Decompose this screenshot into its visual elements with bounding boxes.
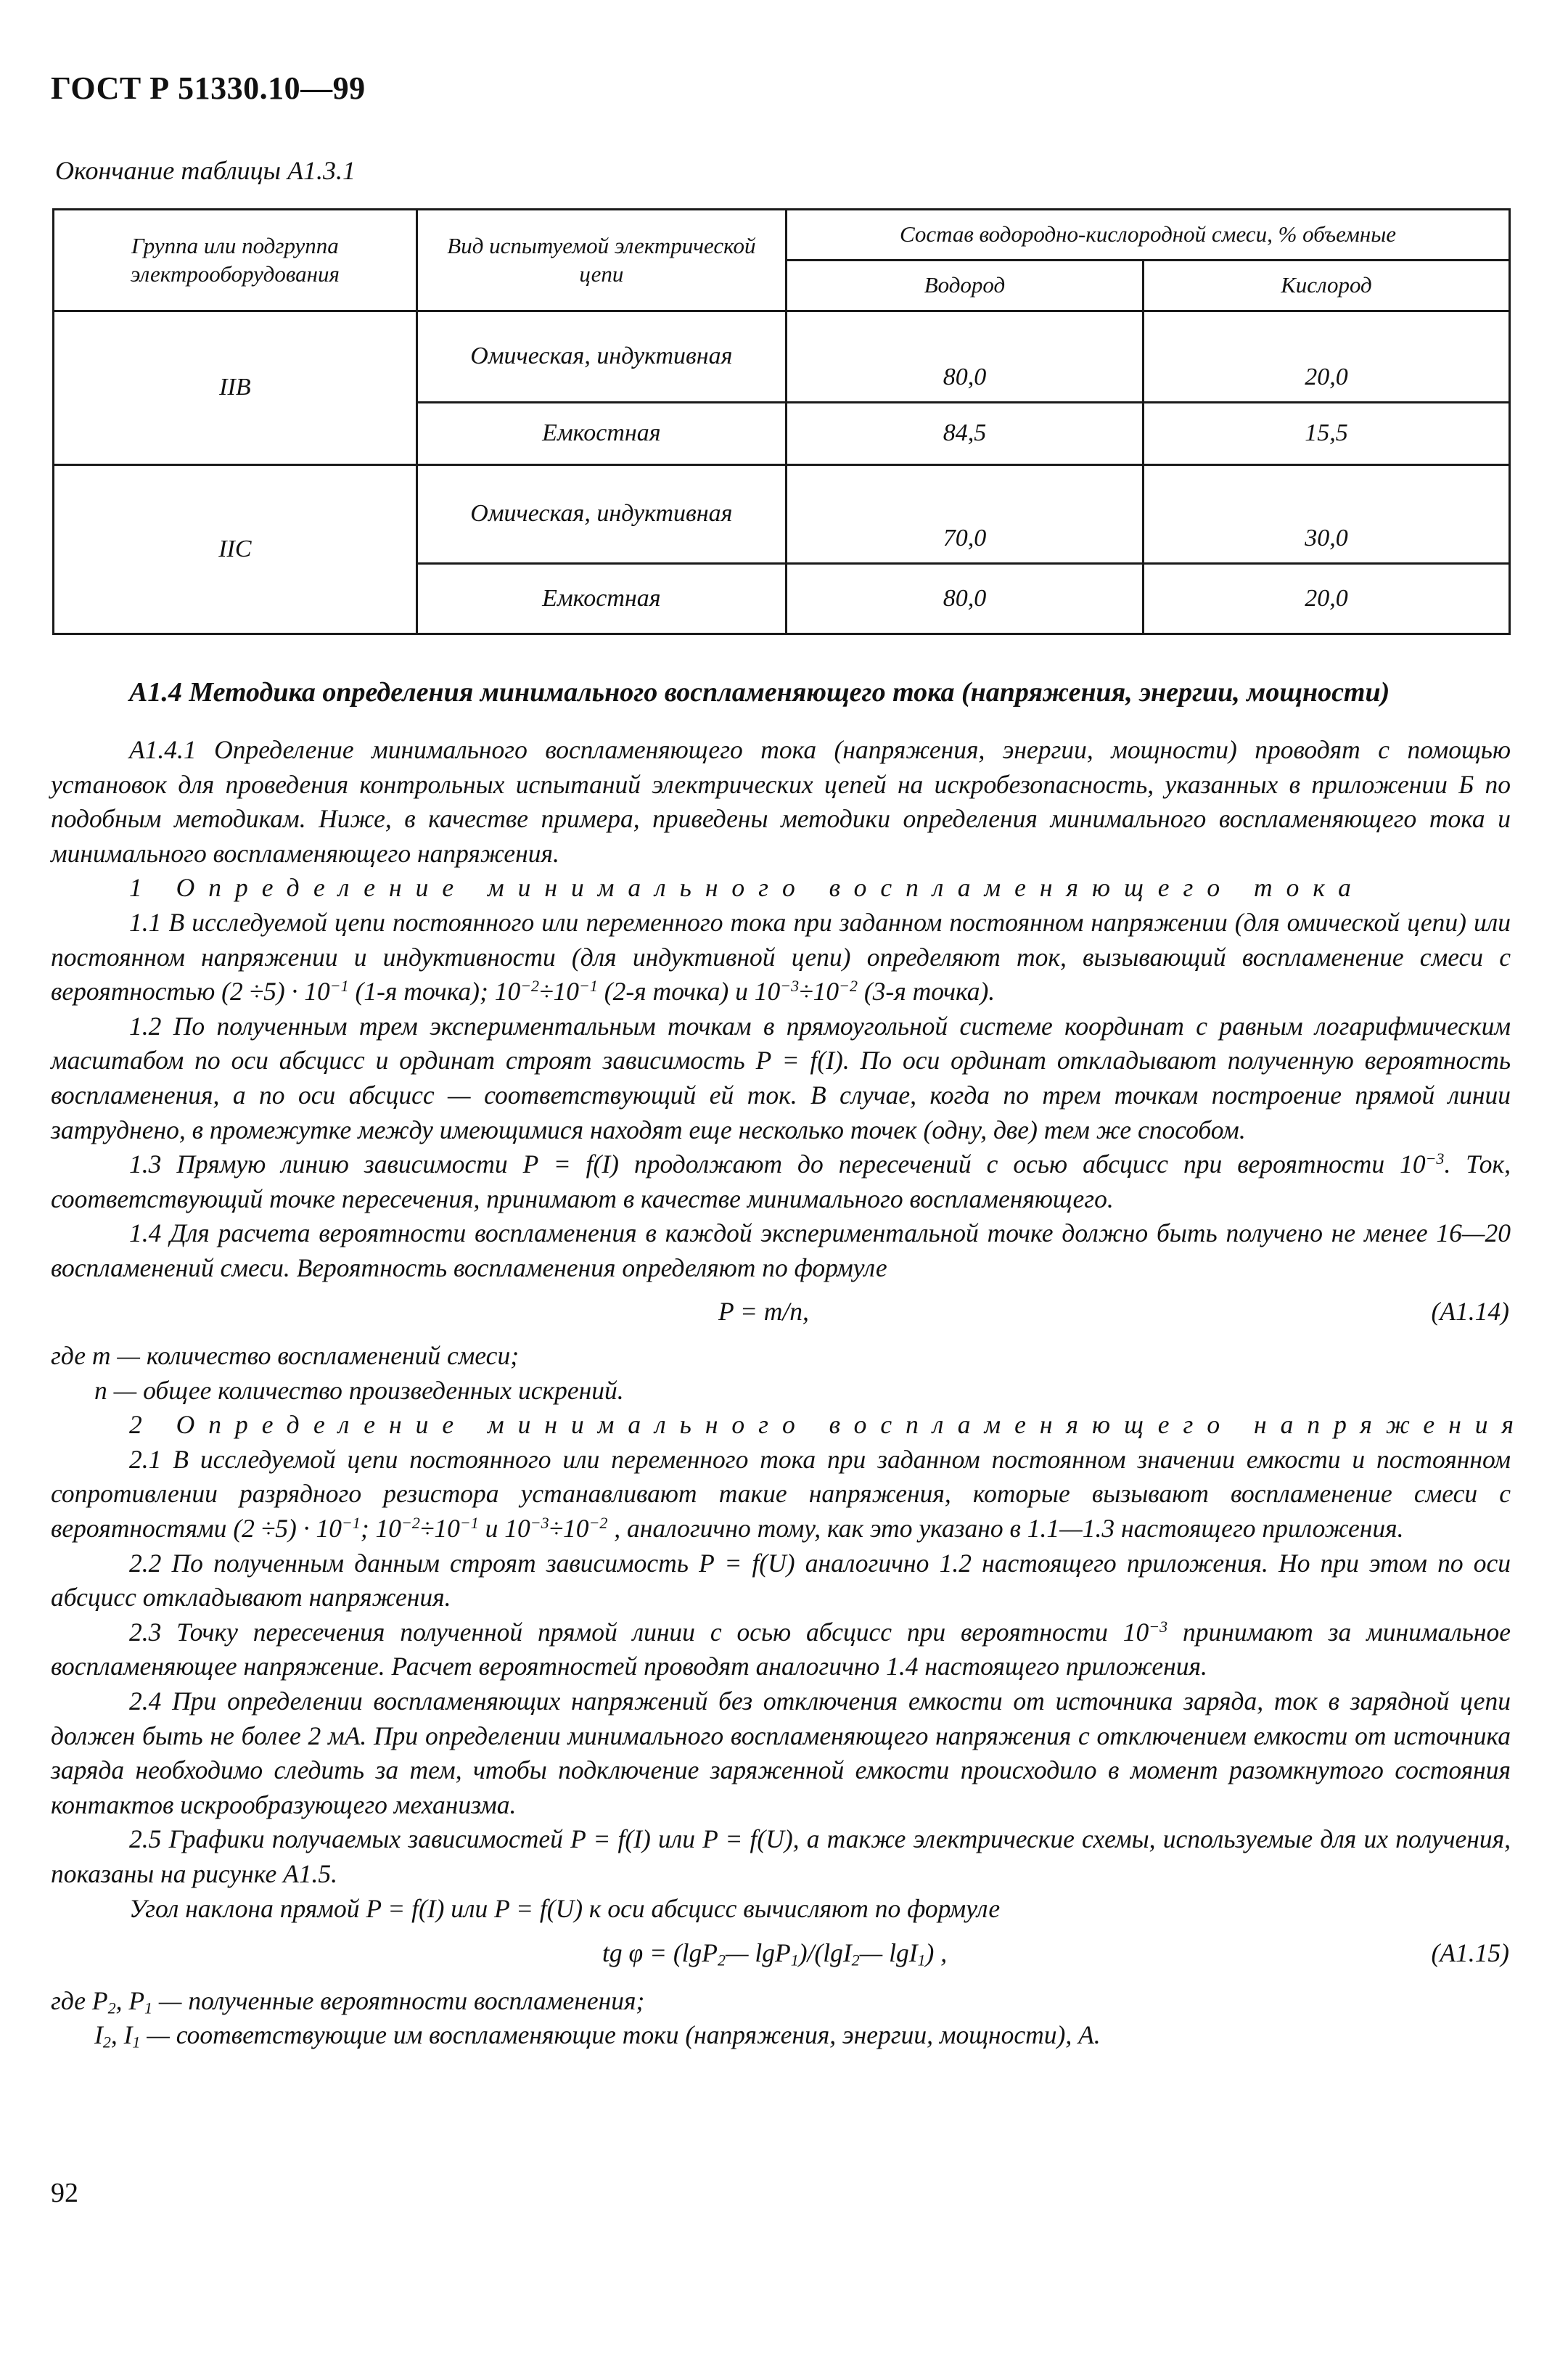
paragraph-2-5: 2.5 Графики получаемых зависимостей P = f(I) или P = f(U), а также электрические схемы, используемые для их получения, показаны на рисунке А1.5. bbox=[51, 1824, 1511, 1888]
formula-a1-14 bbox=[51, 1295, 1511, 1329]
subheading-voltage: 2 Определение минимального воспламеняющего напряжения bbox=[129, 1410, 1528, 1440]
table-caption: Окончание таблицы А1.3.1 bbox=[55, 156, 356, 185]
col-hydrogen-header: Водород bbox=[786, 261, 1143, 311]
col-group-header: Группа или подгруппа электрооборудования bbox=[54, 210, 417, 311]
formula-expression: P = m/n, bbox=[718, 1296, 809, 1326]
where-p: где $P_2$, $P_1$ — полученные вероятности воспламенения; bbox=[51, 1985, 645, 2017]
where-m: где m — количество воспламенений смеси; bbox=[51, 1341, 520, 1371]
hydrogen-cell: 70,0 bbox=[786, 465, 1143, 564]
table-header-row bbox=[54, 210, 1510, 261]
table-row bbox=[54, 311, 1510, 403]
paragraph-2-2: 2.2 По полученным данным строят зависимость P = f(U) аналогично 1.2 настоящего приложения. Но при этом по оси абсцисс откладывают напряжения. bbox=[51, 1548, 1511, 1612]
where-n: n — общее количество произведенных искрений. bbox=[94, 1375, 624, 1405]
hydrogen-cell: 80,0 bbox=[786, 564, 1143, 634]
paragraph-2-4: 2.4 При определении воспламеняющих напряжений без отключения емкости от источника заряда, ток в зарядной цепи должен быть не более 2 мА. При определении минимального воспламеняющего напряжения с отключением емкости от источника заряда необходимо следить за тем, чтобы подключение заряженной емкости происходило в момент разомкнутого состояния контактов искрообразующего механизма. bbox=[51, 1686, 1511, 1819]
circuit-cell: Омическая, индуктивная bbox=[416, 311, 786, 403]
page-number: 92 bbox=[51, 2178, 78, 2208]
paragraph-1-2: 1.2 По полученным трем экспериментальным точкам в прямоугольной системе координат с равным логарифмическим масштабом по оси абсцисс и ординат строят зависимость P = f(I). По оси ординат откладывают полученную вероятность воспламенения, а по оси абсцисс — соответствующий ей ток. В случае, когда по трем точкам построение прямой линии затруднено, в промежутке между имеющимися находят еще несколько точек (одну, две) тем же способом. bbox=[51, 1011, 1511, 1144]
circuit-cell: Емкостная bbox=[416, 564, 786, 634]
group-cell: IIC bbox=[54, 465, 417, 634]
paragraph-a1-4-1: А1.4.1 Определение минимального воспламеняющего тока (напряжения, энергии, мощности) проводят с помощью установок для проведения контрольных испытаний электрических цепей на искробезопасность, указанных в приложении Б по подобным методикам. Ниже, в качестве примера, приведены методики определения минимального воспламеняющего тока и минимального воспламеняющего напряжения. bbox=[51, 735, 1511, 868]
col-mixture-header: Состав водородно-кислородной смеси, % объемные bbox=[786, 210, 1509, 261]
formula-number: (А1.14) bbox=[1431, 1296, 1509, 1326]
formula-a1-15 bbox=[51, 1936, 1511, 1971]
circuit-cell: Емкостная bbox=[416, 403, 786, 465]
paragraph-slope: Угол наклона прямой P = f(I) или P = f(U) к оси абсцисс вычисляют по формуле bbox=[129, 1893, 1001, 1923]
mixture-table bbox=[52, 208, 1511, 635]
oxygen-cell: 15,5 bbox=[1143, 403, 1509, 465]
subheading-current: 1 Определение минимального воспламеняющего тока bbox=[129, 873, 1365, 903]
standard-header: ГОСТ Р 51330.10—99 bbox=[51, 70, 366, 106]
oxygen-cell: 20,0 bbox=[1143, 311, 1509, 403]
paragraph-1-4: 1.4 Для расчета вероятности воспламенения в каждой экспериментальной точке должно быть получено не менее 16—20 воспламенений смеси. Вероятность воспламенения определяют по формуле bbox=[51, 1218, 1511, 1282]
oxygen-cell: 20,0 bbox=[1143, 564, 1509, 634]
section-title: А1.4 Методика определения минимального воспламеняющего тока (напряжения, энергии, мощности) bbox=[129, 677, 1390, 708]
table-row bbox=[54, 465, 1510, 564]
col-circuit-header: Вид испытуемой электрической цепи bbox=[416, 210, 786, 311]
hydrogen-cell: 84,5 bbox=[786, 403, 1143, 465]
paragraph-2-3: 2.3 Точку пересечения полученной прямой линии с осью абсцисс при вероятности $10^{-3}$ принимают за минимальное воспламеняющее напряжение. Расчет вероятностей проводят аналогично 1.4 настоящего приложения. bbox=[51, 1617, 1511, 1681]
paragraph-2-1: 2.1 В исследуемой цепи постоянного или переменного тока при заданном постоянном значении емкости и постоянном сопротивлении разрядного резистора устанавливают такие напряжения, которые вызывают воспламенение смеси с вероятностями $(2 \div 5) \cdot 10^{-1}$; $10^{-2}\div 10^{-1}$ и $10^{-3}\div 10^{-2}$ , аналогично тому, как это указано в 1.1—1.3 настоящего приложения. bbox=[51, 1444, 1511, 1544]
formula-number: (А1.15) bbox=[1431, 1938, 1509, 1968]
paragraph-1-3: 1.3 Прямую линию зависимости P = f(I) продолжают до пересечений с осью абсцисс при вероятности $10^{-3}$. Ток, соответствующий точке пересечения, принимают в качестве минимального воспламеняющего. bbox=[51, 1149, 1511, 1213]
circuit-cell: Омическая, индуктивная bbox=[416, 465, 786, 564]
col-oxygen-header: Кислород bbox=[1143, 261, 1509, 311]
hydrogen-cell: 80,0 bbox=[786, 311, 1143, 403]
group-cell: IIB bbox=[54, 311, 417, 465]
body-text bbox=[51, 733, 1528, 2053]
where-i: $I_2$, $I_1$ — соответствующие им воспламеняющие токи (напряжения, энергии, мощности), А. bbox=[94, 2020, 1101, 2052]
formula-expression: tg φ = (lgP$_2$— lgP$_1$)/(lgI$_2$— lgI$_1$) , bbox=[602, 1938, 948, 1970]
oxygen-cell: 30,0 bbox=[1143, 465, 1509, 564]
paragraph-1-1: 1.1 В исследуемой цепи постоянного или переменного тока при заданном постоянном напряжении (для омической цепи) или постоянном напряжении и индуктивности (для индуктивной цепи) определяют ток, вызывающий воспламенение смеси с вероятностью $(2 \div 5) \cdot 10^{-1}$ (1-я точка); $10^{-2}\div 10^{-1}$ (2-я точка) и $10^{-3}\div 10^{-2}$ (3-я точка). bbox=[51, 907, 1511, 1007]
